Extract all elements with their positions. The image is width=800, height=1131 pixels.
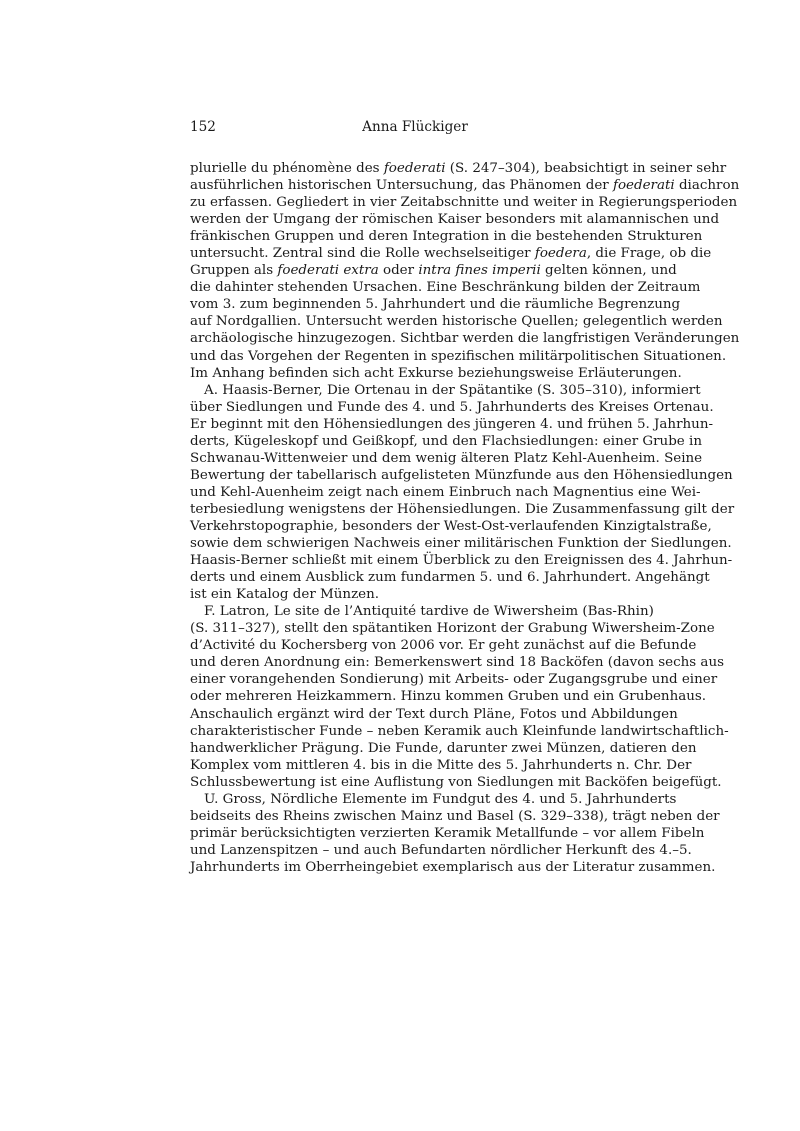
text-line: derts und einem Ausblick zum fundarmen 5. und 6. Jahrhundert. Angehängt	[190, 570, 710, 586]
paragraph	[190, 791, 720, 876]
text-line: werden der Umgang der römischen Kaiser besonders mit alamannischen und	[190, 212, 720, 228]
text-line: und Lanzenspitzen – und auch Befundarten nördlicher Herkunft des 4.–5.	[190, 842, 692, 858]
text-line: Schwanau-Wittenweier und dem wenig älteren Platz Kehl-Auenheim. Seine	[190, 450, 703, 466]
page-header	[190, 119, 640, 139]
text-line: beidseits des Rheins zwischen Mainz und Basel (S. 329–338), trägt neben der	[190, 808, 720, 824]
text-line: Komplex vom mittleren 4. bis in die Mitte des 5. Jahrhunderts n. Chr. Der	[190, 757, 692, 773]
text-line: oder mehreren Heizkammern. Hinzu kommen Gruben und ein Grubenhaus.	[190, 689, 707, 705]
text-line: derts, Kügeleskopf und Geißkopf, und den Flachsiedlungen: einer Grube in	[190, 433, 702, 449]
text-line: Gruppen als foederati extra oder intra fines imperii gelten können, und	[190, 263, 677, 279]
text-line: zu erfassen. Gegliedert in vier Zeitabschnitte und weiter in Regierungsperioden	[190, 195, 738, 211]
paragraph	[190, 160, 740, 382]
text-line: Jahrhunderts im Oberrheingebiet exemplarisch aus der Literatur zusammen.	[190, 859, 716, 875]
text-line: (S. 311–327), stellt den spätantiken Horizont der Grabung Wiwersheim-Zone	[190, 621, 715, 637]
text-line: ist ein Katalog der Münzen.	[190, 587, 380, 603]
text-line: Schlussbewertung ist eine Auflistung von Siedlungen mit Backöfen beigefügt.	[190, 774, 722, 790]
text-line: ausführlichen historischen Untersuchung, das Phänomen der foederati diachron	[190, 178, 740, 194]
text-line: A. Haasis-Berner, Die Ortenau in der Spätantike (S. 305–310), informiert	[204, 382, 701, 398]
text-line: auf Nordgallien. Untersucht werden historische Quellen; gelegentlich werden	[190, 314, 723, 330]
text-line: fränkischen Gruppen und deren Integration in die bestehenden Strukturen	[190, 229, 703, 245]
text-line: Im Anhang befinden sich acht Exkurse beziehungsweise Erläuterungen.	[190, 365, 682, 381]
text-line: sowie dem schwierigen Nachweis einer militärischen Funktion der Siedlungen.	[190, 536, 732, 552]
text-line: Bewertung der tabellarisch aufgelisteten Münzfunde aus den Höhensiedlungen	[190, 467, 733, 483]
body-text	[190, 160, 740, 876]
text-line: die dahinter stehenden Ursachen. Eine Beschränkung bilden der Zeitraum	[190, 280, 701, 296]
text-line: und Kehl-Auenheim zeigt nach einem Einbruch nach Magnentius eine Wei-	[190, 484, 701, 500]
text-line: d’Activité du Kochersberg von 2006 vor. Er geht zunächst auf die Befunde	[190, 638, 697, 654]
text-line: über Siedlungen und Funde des 4. und 5. Jahrhunderts des Kreises Ortenau.	[190, 399, 714, 415]
text-line: charakteristischer Funde – neben Keramik auch Kleinfunde landwirtschaftlich-	[190, 723, 729, 739]
text-line: primär berücksichtigten verzierten Keramik Metallfunde – vor allem Fibeln	[190, 825, 705, 841]
text-line: terbesiedlung wenigstens der Höhensiedlungen. Die Zusammenfassung gilt der	[190, 501, 735, 517]
text-line: archäologische hinzugezogen. Sichtbar werden die langfristigen Veränderungen	[190, 331, 740, 347]
text-line: F. Latron, Le site de l’Antiquité tardive de Wiwersheim (Bas-Rhin)	[204, 604, 654, 620]
text-line: einer vorangehenden Sondierung) mit Arbeits- oder Zugangsgrube und einer	[190, 672, 718, 688]
text-line: vom 3. zum beginnenden 5. Jahrhundert und die räumliche Begrenzung	[190, 297, 681, 313]
paragraph	[190, 382, 735, 604]
text-line: und deren Anordnung ein: Bemerkenswert sind 18 Backöfen (davon sechs aus	[190, 655, 724, 671]
text-line: Verkehrstopographie, besonders der West-Ost-verlaufenden Kinzigtalstraße,	[190, 518, 712, 534]
paragraph	[190, 603, 729, 791]
text-line: handwerklicher Prägung. Die Funde, darunter zwei Münzen, datieren den	[190, 740, 697, 756]
text-line: Anschaulich ergänzt wird der Text durch Pläne, Fotos und Abbildungen	[190, 706, 678, 722]
text-line: und das Vorgehen der Regenten in spezifischen militärpolitischen Situationen.	[190, 348, 727, 364]
text-line: plurielle du phénomène des foederati (S. 247–304), beabsichtigt in seiner sehr	[190, 161, 727, 176]
running-head: Anna Flückiger	[362, 119, 468, 135]
text-line: untersucht. Zentral sind die Rolle wechselseitiger foedera, die Frage, ob die	[190, 246, 712, 262]
text-line: Er beginnt mit den Höhensiedlungen des jüngeren 4. und frühen 5. Jahrhun-	[190, 416, 714, 432]
text-line: U. Gross, Nördliche Elemente im Fundgut des 4. und 5. Jahrhunderts	[204, 791, 677, 807]
text-line: Haasis-Berner schließt mit einem Überblick zu den Ereignissen des 4. Jahrhun-	[190, 553, 733, 569]
page-number: 152	[190, 119, 216, 135]
